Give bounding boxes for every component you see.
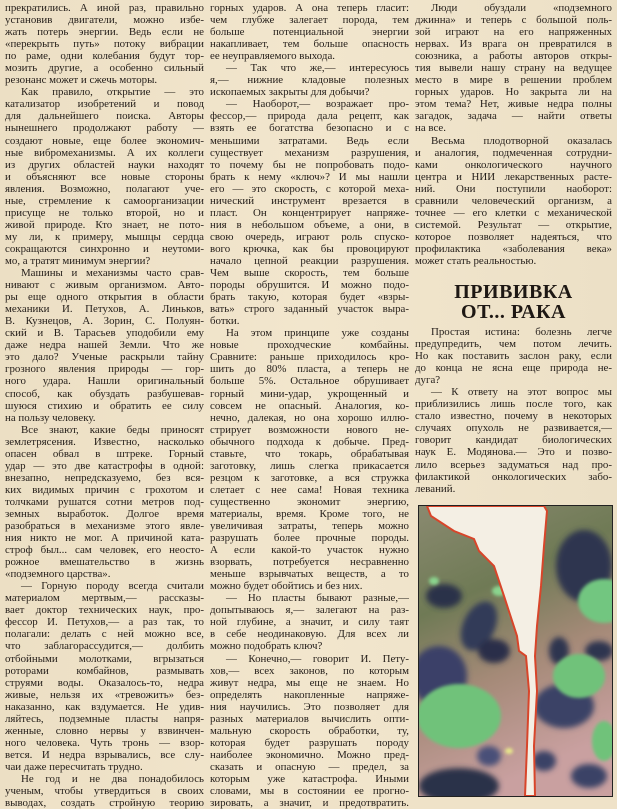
text-line: Люди обуздали «подземного — [431, 2, 612, 14]
text-line: стало известно, почему в некоторых — [415, 410, 612, 423]
text-line: из других областей науки находят — [5, 158, 204, 171]
text-line: материалы, время. Кроме того, не — [210, 507, 409, 520]
text-line: слетает с нее сама! Новая техника — [210, 483, 409, 496]
text-line: струями воды. Оказалось-то, недра — [5, 676, 204, 689]
heading-line-1: ПРИВИВКА — [454, 281, 573, 303]
text-line: заготовку, лишь слегка прикасается — [210, 459, 409, 472]
text-line: зировать, а значит, и предотвратить. — [210, 797, 409, 809]
text-line: может стать реальностью. — [415, 254, 537, 267]
text-line: взорвать, потребуется несравненно — [210, 556, 409, 569]
text-line: фессор И. Петухов,— а раз так, то — [5, 616, 204, 629]
text-line: ее неуправляемого выхода. — [210, 50, 336, 63]
text-line: зой играют на его напряженных — [415, 26, 612, 39]
text-line: Чем выше скорость, тем больше — [210, 267, 409, 280]
text-line: наиболее экономично. Можно пред- — [210, 748, 409, 761]
text-line: — Так что же,— интересуюсь — [226, 62, 409, 75]
text-line: ной глубине, а значит, и силу таят — [210, 616, 409, 629]
paragraph — [210, 98, 409, 327]
text-column-2 — [210, 2, 409, 809]
text-line: шить до 80% пласта, а теперь не — [210, 363, 409, 376]
text-line: горных ударов. А она теперь гласит: — [210, 2, 409, 14]
text-line: — Наоборот,— возражает про- — [226, 98, 409, 111]
text-line: А если какой-то участок нужно — [210, 544, 409, 557]
text-line: нервах. Из врага он превратился в — [415, 38, 612, 51]
text-line: и аналогия, подмеченная сотрудни- — [415, 146, 612, 159]
text-line: Сравните: раньше приходилось кро- — [210, 351, 409, 364]
text-line: мальную скорость обработки, ту, — [210, 724, 409, 737]
text-line: можно подобрать ключ? — [210, 640, 323, 653]
text-line: сокращаются синхронно и неутоми- — [5, 242, 204, 255]
text-line: ного удара. Нашли оригинальный — [5, 375, 204, 388]
text-line: катализатор изобретений и повод — [5, 98, 204, 111]
text-column-3-bottom — [415, 326, 612, 495]
text-line: ний. Они поступили наоборот: — [415, 182, 612, 195]
text-line: ставьте, что токарь, обрабатывая — [210, 447, 409, 460]
text-line: нечно, далекая, но она хорошо иллю- — [210, 411, 409, 424]
text-line: ляйтесь, подземные пласты напря- — [5, 712, 204, 725]
text-line: рожное вмешательство в жизнь — [5, 556, 204, 569]
text-line: сказать и опасную — предел, за — [210, 760, 409, 773]
text-line: — Горную породу всегда считали — [21, 580, 204, 593]
paragraph — [5, 267, 204, 424]
text-line: прекратились. А иной раз, правильно — [5, 2, 204, 14]
paragraph — [210, 592, 409, 652]
text-line: выводах, создать стройную теорию — [5, 797, 204, 809]
text-line: существенно экономит энергию, — [210, 495, 409, 508]
text-line: женные, словно нервы у взвинчен- — [5, 724, 204, 737]
text-line: землетрясения. Известно, насколько — [5, 435, 204, 448]
text-line: жать потерь энергии. Ведь если не — [5, 26, 204, 39]
text-line: отбойными молотками, вгрызаться — [5, 652, 204, 665]
text-line: способ, как обуздать разбушевав- — [5, 387, 204, 400]
text-line: тия вывели нашу страну на ведущее — [415, 62, 612, 75]
text-line: Но как поставить заслон раку, если — [415, 350, 612, 363]
paragraph — [210, 62, 409, 98]
text-line: нынешнего продолжают работу — — [5, 122, 204, 135]
paragraph — [210, 327, 409, 592]
text-line: в себе неодинаковую. Для всех ли — [210, 628, 409, 641]
text-line: На этом принципе уже созданы — [226, 327, 409, 340]
text-line: определять накопленные напряже- — [210, 688, 409, 701]
text-line: нический инструмент врезается в — [210, 194, 409, 207]
text-line: можно будет обойтись и без них. — [210, 580, 363, 593]
paragraph — [5, 86, 204, 267]
text-line: дуга? — [415, 374, 441, 387]
text-line: ные вибромеханизмы. А их коллеги — [5, 146, 204, 159]
text-line: взять ее богатства безопасно и с — [210, 122, 409, 135]
paragraph — [5, 424, 204, 581]
text-line: системой. Результат — открытие, — [415, 218, 612, 231]
text-line: механики И. Петухов, А. Линьков, — [5, 303, 204, 316]
text-line: — Конечно,— говорит И. Пету- — [226, 652, 409, 665]
text-line: толчками рушатся сотни метров под- — [5, 495, 204, 508]
text-line: вать» строго заданный участок выра- — [210, 303, 409, 316]
paragraph — [210, 2, 409, 62]
text-line: ния в небольшом объеме, а они, в — [210, 218, 409, 231]
text-line: присуще не только второй, но и — [5, 206, 204, 219]
text-line: по раме, одни колебания будут тор- — [5, 50, 204, 63]
text-line: Машины и механизмы часто срав- — [21, 267, 204, 280]
article-heading — [415, 282, 612, 322]
text-line: Весьма плодотворной оказалась — [431, 134, 612, 147]
text-line: «перекрыть путь» потоку вибрации — [5, 38, 204, 51]
paragraph — [415, 326, 612, 386]
text-line: меньше взрывчатых веществ, а то — [210, 568, 409, 581]
text-line: меньшими затратами. Ведь если — [210, 134, 409, 147]
text-line: сравнили человеческий организм, а — [415, 194, 612, 207]
text-line: ботки. — [210, 315, 240, 328]
text-line: опасен обвал в штреке. Горный — [5, 447, 204, 460]
text-line: ский и В. Тарасьев уподобили ему — [5, 327, 204, 340]
text-line: пласт. Он концентрирует напряже- — [210, 206, 409, 219]
text-line: существует механизм разрушения, — [210, 146, 409, 159]
text-line: ких видимых причин с грохотом и — [5, 483, 204, 496]
text-line: ные, стремление к самоорганизации — [5, 194, 204, 207]
text-line: лило всерьез задуматься над про- — [415, 458, 612, 471]
text-line: то почему бы не попробовать подо- — [210, 158, 409, 171]
text-line: этом тема? Нет, живые недра полны — [415, 98, 612, 111]
text-line: для дальнейшего поиска. Авторы — [5, 110, 204, 123]
text-line: брать к нему «ключ»? И мы нашли — [210, 170, 409, 183]
text-line: филактикой онкологических забо- — [415, 470, 612, 483]
text-line: живые, нельзя их «тревожить» без- — [5, 688, 204, 701]
text-line: разрушать более прочные породы. — [210, 532, 409, 545]
text-line: которая будет разрушать породу — [210, 736, 409, 749]
text-line: материалом мертвым,— рассказы- — [5, 592, 204, 605]
text-line: породы обрушится. И можно подо- — [210, 279, 409, 292]
paragraph — [415, 386, 612, 494]
text-line: которым уже катастрофа. Иными — [210, 773, 409, 785]
text-line: строф был... сам человек, его неосто- — [5, 544, 204, 557]
paragraph — [415, 135, 612, 268]
text-line: джинна» и теперь с большой поль- — [415, 14, 612, 27]
text-line: приблизились лишь после того, как — [415, 398, 612, 411]
text-line: резцом к заготовке, а вся стружка — [210, 471, 409, 484]
text-line: на все. — [415, 122, 446, 135]
text-line: точнее — его клетки с механической — [415, 206, 612, 219]
text-line: стрирует возможности нового не- — [210, 423, 409, 436]
text-line: горных ударов. Но закрыта ли на — [415, 86, 612, 99]
text-line: говорит кандидат биологических — [415, 434, 612, 447]
text-line: загадок, задача — найти ответы — [415, 110, 612, 123]
text-line: «подземного царства». — [5, 568, 111, 581]
text-line: его — это скорость, с которой меха- — [210, 182, 409, 195]
text-column-3-top — [415, 2, 612, 267]
text-line: вого крючка, как бы провоцируют — [210, 242, 409, 255]
text-line: больше 5%. Остальное обрушивает — [210, 375, 409, 388]
text-line: начало цепной реакции разрушения. — [210, 254, 409, 267]
text-line: профилактика «заболевания века» — [415, 242, 612, 255]
text-line: разных материалов вычислить опти- — [210, 712, 409, 725]
text-line: чаи даже пересчитать трудно. — [5, 760, 143, 773]
paragraph — [5, 773, 204, 809]
text-line: что заблагорассудится,— долбить — [5, 640, 204, 653]
paragraph — [5, 580, 204, 773]
text-line: ками онкологического научного — [415, 158, 612, 171]
text-line: это дало? Ученые раскрыли тайну — [5, 351, 204, 364]
paragraph — [5, 2, 204, 86]
text-line: свою очередь, играют роль спуско- — [210, 230, 409, 243]
text-line: даже недра нашей Земли. Что же — [5, 339, 204, 352]
text-line: живут недра, мы еще не знаем. Но — [210, 676, 409, 689]
text-line: ния никто не мог. А причиной ката- — [5, 532, 204, 545]
text-line: — К ответу на этот вопрос мы — [431, 386, 612, 399]
text-line: предупредить, чем потом лечить. — [415, 338, 612, 351]
text-line: допытываюсь я,— залегают на раз- — [210, 604, 409, 617]
text-line: явления. Возможно, полагают уче- — [5, 182, 204, 195]
text-line: горный мини-удар, укрощенный и — [210, 387, 409, 400]
text-line: случаях опухоль не развивается,— — [415, 422, 612, 435]
text-line: увеличивая затраты, теперь можно — [210, 520, 409, 533]
text-line: Как правило, открытие — это — [21, 86, 204, 99]
text-line: грозного явления природы — гор- — [5, 363, 204, 376]
rock-crack-illustration — [418, 505, 613, 797]
text-line: Все знают, какие беды приносят — [21, 423, 204, 436]
text-line: и объясняют все новые стороны — [5, 170, 204, 183]
text-line: ного человека. Чуть тронь — взор- — [5, 736, 204, 749]
text-line: брать такую, которая будет «взры- — [210, 291, 409, 304]
text-line: установив двигатели, можно избе- — [5, 14, 204, 27]
text-line: нивают с живым организмом. Авто- — [5, 279, 204, 292]
text-line: мозить другие, а особенно сильный — [5, 62, 204, 75]
text-line: В. Кузнецов, А. Зорин, С. Полуян- — [5, 315, 204, 328]
text-line: наук Е. Модянова.— Это и позво- — [415, 446, 612, 459]
text-line: разобраться в механизме этого явле- — [5, 520, 204, 533]
text-line: на пользу человеку. — [5, 411, 96, 424]
text-line: чем глубже залегает порода, тем — [210, 14, 409, 27]
text-line: центра и НИИ лекарственных расте- — [415, 170, 612, 183]
text-line: ния научились. Это позволяет для — [210, 700, 409, 713]
text-line: которое позволяет надеяться, что — [415, 230, 612, 243]
text-line: создают новые, еще более экономич- — [5, 134, 204, 147]
text-line: внезапно, непредсказуемо, без вся- — [5, 471, 204, 484]
text-line: удар — это две катастрофы в одной: — [5, 459, 204, 472]
text-line: место в мире в решении проблем — [415, 74, 612, 87]
text-line: живой природе. Кто знает, не пото- — [5, 218, 204, 231]
text-line: больше потенциальной энергии — [210, 26, 409, 39]
text-line: земных выработок. Долгое время — [5, 507, 204, 520]
text-line: вает доктор технических наук, про- — [5, 604, 204, 617]
text-line: хов,— всех законов, по которым — [210, 664, 409, 677]
heading-line-2: ОТ... РАКА — [461, 301, 566, 323]
paragraph — [415, 2, 612, 135]
text-line: ры еще одного открытия в области — [5, 291, 204, 304]
text-line: Не год и не два понадобилось — [21, 773, 204, 785]
text-line: ученым, чтобы утвердиться в своих — [5, 785, 204, 798]
illustration-graphic — [419, 506, 612, 796]
text-line: новые проходческие комбайны. — [210, 339, 409, 352]
text-line: фессор,— природа дала рецепт, как — [210, 110, 409, 123]
text-line: Простая истина: болезнь легче — [431, 326, 612, 338]
text-line: мо, а тратят минимум энергии? — [5, 254, 151, 267]
text-line: полагали: делать с ней можно все, — [5, 628, 204, 641]
text-line: обычного подхода к добыче. Пред- — [210, 435, 409, 448]
text-line: ископаемых закрыты для добычи? — [210, 86, 370, 99]
text-line: словами, мы в состоянии ее прогно- — [210, 785, 409, 798]
text-line: шуюся стихию и обратить ее силу — [5, 399, 204, 412]
text-line: накапливает, тем больше опасность — [210, 38, 409, 51]
text-line: наказанно, как вздумается. Не удив- — [5, 700, 204, 713]
text-line: — Но пласты бывают разные,— — [226, 592, 409, 605]
paragraph — [210, 653, 409, 809]
text-line: совсем не опасный. Аналогия, ко- — [210, 399, 409, 412]
text-column-1 — [5, 2, 204, 809]
text-line: му ли, к примеру, мышцы сердца — [5, 230, 204, 243]
text-line: до конца не ясна еще природа не- — [415, 362, 612, 375]
text-line: роторами комбайнов, размывать — [5, 664, 204, 677]
text-line: вется. И недра взрывались, все слу- — [5, 748, 204, 761]
text-line: я,— нижние кладовые полезных — [210, 74, 409, 87]
text-line: резонанс может и сжечь моторы. — [5, 74, 158, 87]
text-line: союзника, а работы авторов откры- — [415, 50, 612, 63]
text-line: леваний. — [415, 482, 456, 495]
